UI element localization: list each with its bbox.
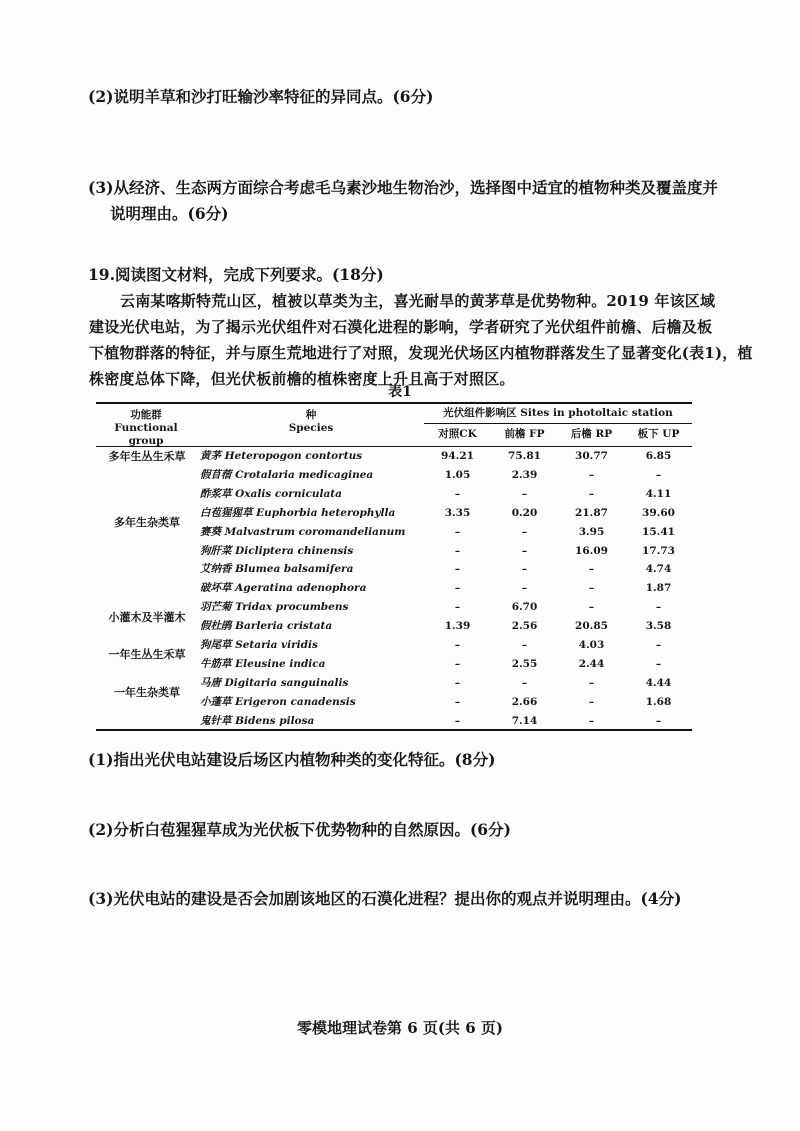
value-cell: 4.44 xyxy=(645,676,672,689)
value-cell: – xyxy=(588,695,595,708)
value-cell: 3.58 xyxy=(645,620,672,633)
value-cell: 2.39 xyxy=(511,468,538,481)
question-19-title: 19.阅读图文材料，完成下列要求。(18分) xyxy=(88,265,384,284)
value-cell: – xyxy=(454,639,461,651)
header-col-fp: 前檐 FP xyxy=(504,428,545,440)
page-footer: 零模地理试卷第 6 页(共 6 页) xyxy=(297,1019,503,1037)
value-cell: 1.39 xyxy=(444,620,471,633)
species-cell: 破坏草 Ageratina adenophora xyxy=(200,582,367,595)
value-cell: 39.60 xyxy=(642,506,675,519)
question-19-intro xyxy=(89,288,753,392)
value-cell: – xyxy=(655,657,662,670)
value-cell: – xyxy=(521,639,528,651)
species-cell: 白苞猩猩草 Euphorbia heterophylla xyxy=(200,506,396,519)
header-functional-group-cn: 功能群 xyxy=(130,409,162,421)
table-top-rule xyxy=(96,402,692,404)
header-col-up: 板下 UP xyxy=(637,428,680,440)
species-cell: 假杜鹃 Barleria cristata xyxy=(200,620,333,633)
value-cell: – xyxy=(655,468,662,481)
value-cell: 2.44 xyxy=(578,657,605,670)
value-cell: 7.14 xyxy=(511,714,538,727)
value-cell: – xyxy=(588,601,595,614)
value-cell: 17.73 xyxy=(642,544,675,557)
header-functional-group xyxy=(96,409,196,448)
table-row xyxy=(96,579,692,598)
value-cell: 15.41 xyxy=(642,525,675,538)
table-caption: 表1 xyxy=(388,384,412,400)
value-cell: 2.56 xyxy=(511,620,538,633)
table-sites-rule xyxy=(424,423,692,424)
intro-line: 株密度总体下降，但光伏板前檐的植株密度上升且高于对照区。 xyxy=(89,370,515,388)
question-18-part-3-line2: 说明理由。(6分) xyxy=(110,204,229,223)
value-cell: 1.68 xyxy=(645,695,672,708)
species-cell: 狗肝菜 Dicliptera chinensis xyxy=(200,544,354,557)
question-18-part-3-line1: (3)从经济、生态两方面综合考虑毛乌素沙地生物治沙，选择图中适宜的植物种类及覆盖度并 xyxy=(88,178,718,197)
value-cell: 1.87 xyxy=(645,582,672,595)
value-cell: – xyxy=(655,714,662,727)
value-cell: 3.95 xyxy=(578,525,605,538)
value-cell: 20.85 xyxy=(575,620,608,633)
value-cell: – xyxy=(588,582,595,595)
value-cell: – xyxy=(588,468,595,481)
value-cell: 94.21 xyxy=(441,450,474,462)
functional-group-label: 一年生杂类草 xyxy=(114,686,180,700)
species-cell: 假苜蓿 Crotalaria medicaginea xyxy=(200,468,374,481)
species-cell: 羽芒菊 Tridax procumbens xyxy=(200,601,349,614)
header-species xyxy=(196,409,426,435)
value-cell: 21.87 xyxy=(575,506,608,519)
value-cell: – xyxy=(588,714,595,727)
species-cell: 黄茅 Heteropogon contortus xyxy=(200,450,363,462)
value-cell: – xyxy=(454,582,461,595)
value-cell: – xyxy=(588,563,595,576)
value-cell: 2.55 xyxy=(511,657,538,670)
value-cell: 6.85 xyxy=(645,450,672,462)
header-col-rp: 后檐 RP xyxy=(570,428,613,440)
value-cell: 6.70 xyxy=(511,601,538,614)
table-row xyxy=(96,712,692,731)
value-cell: – xyxy=(655,601,662,614)
value-cell: 4.74 xyxy=(645,563,672,576)
table-row xyxy=(96,466,692,485)
value-cell: 0.20 xyxy=(511,506,538,519)
header-species-cn: 种 xyxy=(305,409,317,421)
question-19-part-1: (1)指出光伏电站建设后场区内植物种类的变化特征。(8分) xyxy=(88,750,496,769)
value-cell: 3.35 xyxy=(444,506,471,519)
species-cell: 酢浆草 Oxalis corniculata xyxy=(200,487,342,500)
functional-group-label: 多年生丛生禾草 xyxy=(108,450,186,463)
value-cell: – xyxy=(454,657,461,670)
intro-line: 下植物群落的特征，并与原生荒地进行了对照，发现光伏场区内植物群落发生了显著变化(表1)，植 xyxy=(89,344,753,362)
value-cell: – xyxy=(521,582,528,595)
value-cell: – xyxy=(655,639,662,651)
value-cell: – xyxy=(454,525,461,538)
species-cell: 马唐 Digitaria sanguinalis xyxy=(200,676,349,689)
table-row xyxy=(96,485,692,504)
species-cell: 小蓬草 Erigeron canadensis xyxy=(200,695,356,708)
value-cell: – xyxy=(521,544,528,557)
value-cell: – xyxy=(454,487,461,500)
question-18-part-2: (2)说明羊草和沙打旺输沙率特征的异同点。(6分) xyxy=(88,87,434,106)
value-cell: – xyxy=(521,525,528,538)
value-cell: – xyxy=(454,714,461,727)
species-cell: 牛筋草 Eleusine indica xyxy=(200,657,326,670)
header-species-en: Species xyxy=(288,422,334,434)
value-cell: 2.66 xyxy=(511,695,538,708)
functional-group-label: 小灌木及半灌木 xyxy=(108,610,186,624)
value-cell: – xyxy=(454,563,461,576)
question-19-part-3: (3)光伏电站的建设是否会加剧该地区的石漠化进程？提出你的观点并说明理由。(4分) xyxy=(88,889,682,908)
value-cell: – xyxy=(454,676,461,689)
value-cell: – xyxy=(454,601,461,614)
value-cell: – xyxy=(521,676,528,689)
species-cell: 艾纳香 Blumea balsamifera xyxy=(200,563,354,576)
value-cell: – xyxy=(521,487,528,500)
value-cell: 16.09 xyxy=(575,544,608,557)
value-cell: – xyxy=(588,676,595,689)
value-cell: 75.81 xyxy=(508,450,541,462)
value-cell: 4.03 xyxy=(578,639,605,651)
intro-line: 云南某喀斯特荒山区，植被以草类为主，喜光耐旱的黄茅草是优势物种。2019 年该区域 xyxy=(120,292,716,310)
functional-group-label: 多年生杂类草 xyxy=(114,516,180,530)
value-cell: – xyxy=(521,563,528,576)
species-cell: 赛葵 Malvastrum coromandelianum xyxy=(200,525,406,538)
species-cell: 狗尾草 Setaria viridis xyxy=(200,639,318,651)
table-row xyxy=(96,560,692,579)
species-cell: 鬼针草 Bidens pilosa xyxy=(200,714,315,727)
value-cell: – xyxy=(588,487,595,500)
value-cell: – xyxy=(454,695,461,708)
header-sites: 光伏组件影响区 Sites in photoltaic station xyxy=(443,407,673,419)
functional-group-label: 一年生丛生禾草 xyxy=(108,648,186,662)
header-functional-group-en: Functional group xyxy=(114,422,178,447)
intro-line: 建设光伏电站，为了揭示光伏组件对石漠化进程的影响，学者研究了光伏组件前檐、后檐及板 xyxy=(89,318,713,336)
question-19-part-2: (2)分析白苞猩猩草成为光伏板下优势物种的自然原因。(6分) xyxy=(88,820,511,839)
value-cell: 30.77 xyxy=(575,450,608,462)
value-cell: 4.11 xyxy=(645,487,672,500)
value-cell: – xyxy=(454,544,461,557)
value-cell: 1.05 xyxy=(444,468,471,481)
header-col-ck: 对照CK xyxy=(438,428,477,440)
table-row xyxy=(96,542,692,561)
